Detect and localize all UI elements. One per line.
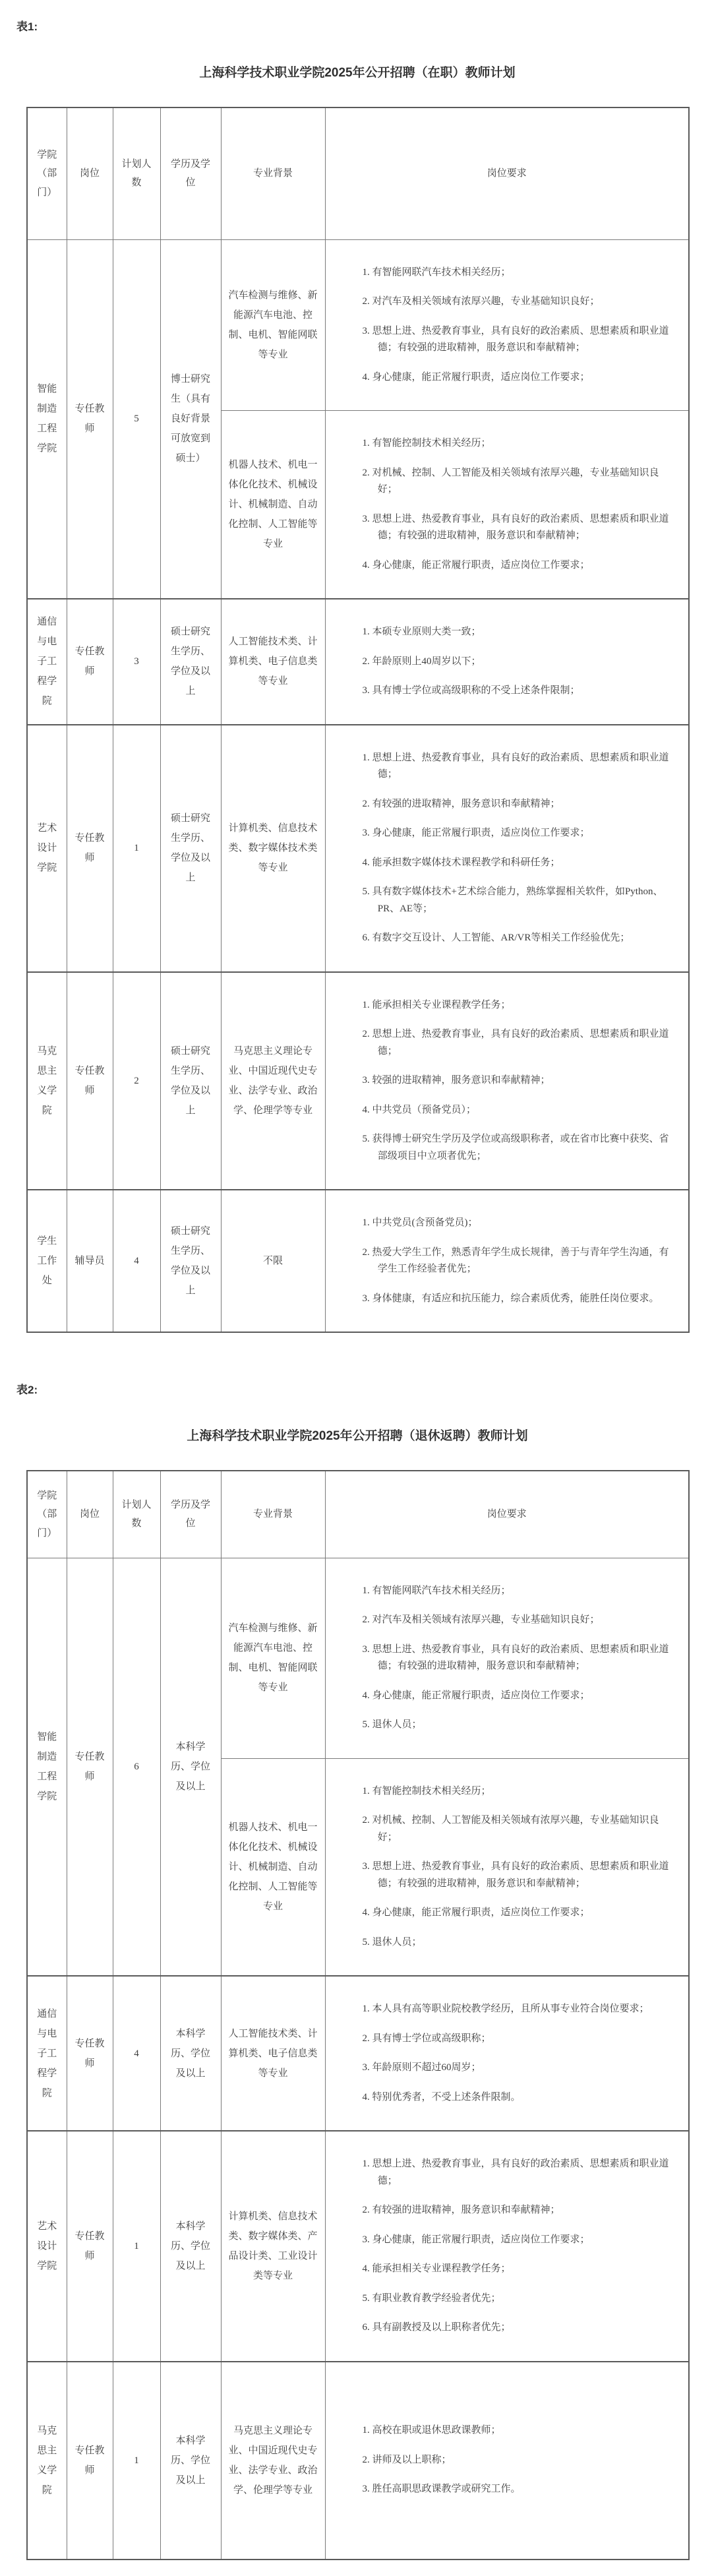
position-cell: 专任教师 — [67, 599, 113, 725]
college-cell: 艺术设计学院 — [27, 725, 67, 972]
table-body — [27, 1558, 689, 2560]
degree-cell: 本科学历、学位及以上 — [160, 2362, 221, 2560]
position-cell: 辅导员 — [67, 1190, 113, 1332]
requirement-item: 3. 具有博士学位或高级职称的不受上述条件限制； — [362, 685, 580, 696]
requirement-item: 3. 思想上进、热爱教育事业，具有良好的政治素质、思想素质和职业道德；有较强的进取精神，服务意识和奉献精神； — [362, 1643, 669, 1671]
requirement-item: 2. 对机械、控制、人工智能及相关领域有浓厚兴趣，专业基础知识良好； — [362, 467, 659, 495]
requirement-item: 1. 高校在职或退休思政课教师； — [362, 2425, 501, 2436]
requirement-item: 2. 讲师及以上职称； — [362, 2454, 452, 2465]
requirement-item: 1. 思想上进、热爱教育事业，具有良好的政治素质、思想素质和职业道德； — [362, 2159, 669, 2186]
header-position: 岗位 — [67, 107, 113, 239]
headcount-cell: 1 — [113, 2362, 160, 2560]
college-cell: 智能制造工程学院 — [27, 239, 67, 599]
position-cell: 专任教师 — [67, 1976, 113, 2131]
degree-cell: 博士研究生（具有良好背景可放宽到硕士） — [160, 239, 221, 599]
requirement-item: 3. 思想上进、热爱教育事业，具有良好的政治素质、思想素质和职业道德；有较强的进取精神，服务意识和奉献精神； — [362, 325, 669, 353]
table1-label: 表1: — [16, 20, 38, 33]
header-count: 计划人数 — [113, 1471, 160, 1558]
header-position: 岗位 — [67, 1471, 113, 1558]
requirement-item: 3. 身体健康，有适应和抗压能力，综合素质优秀，能胜任岗位要求。 — [362, 1293, 659, 1304]
header-row — [27, 1471, 689, 1558]
major-cell: 计算机类、信息技术类、数字媒体技术类等专业 — [221, 725, 325, 972]
table-row — [27, 2131, 689, 2362]
requirement-item: 1. 本硕专业原则大类一致； — [362, 627, 481, 637]
requirement-item: 1. 思想上进、热爱教育事业，具有良好的政治素质、思想素质和职业道德； — [362, 752, 669, 780]
header-college: 学院（部门） — [27, 1471, 67, 1558]
major-cell: 不限 — [221, 1190, 325, 1332]
position-cell: 专任教师 — [67, 725, 113, 972]
table-row — [27, 725, 689, 972]
requirements-cell — [325, 1758, 689, 1976]
degree-cell: 硕士研究生学历、学位及以上 — [160, 1190, 221, 1332]
requirement-item: 3. 身心健康，能正常履行职责，适应岗位工作要求； — [362, 2234, 590, 2245]
major-cell: 机器人技术、机电一体化化技术、机械设计、机械制造、自动化控制、人工智能等专业 — [221, 1758, 325, 1976]
requirement-item: 4. 中共党员（预备党员）； — [362, 1104, 477, 1115]
table-row — [27, 2362, 689, 2560]
requirement-item: 4. 特别优秀者，不受上述条件限制。 — [362, 2091, 521, 2102]
requirement-item: 3. 身心健康，能正常履行职责，适应岗位工作要求； — [362, 828, 590, 838]
position-cell: 专任教师 — [67, 2131, 113, 2362]
college-cell: 马克思主义学院 — [27, 2362, 67, 2560]
requirement-item: 2. 思想上进、热爱教育事业，具有良好的政治素质、思想素质和职业道德； — [362, 1029, 669, 1057]
requirement-item: 4. 身心健康，能正常履行职责，适应岗位工作要求； — [362, 1690, 590, 1701]
requirement-item: 2. 有较强的进取精神，服务意识和奉献精神； — [362, 798, 560, 809]
requirement-item: 6. 具有副教授及以上职称者优先； — [362, 2322, 511, 2333]
requirements-cell — [325, 972, 689, 1190]
table2-title: 上海科学技术职业学院2025年公开招聘（退休返聘）教师计划 — [187, 1429, 528, 1443]
major-cell: 机器人技术、机电一体化化技术、机械设计、机械制造、自动化控制、人工智能等专业 — [221, 411, 325, 599]
position-cell: 专任教师 — [67, 239, 113, 599]
recruitment-table-retired — [26, 1470, 690, 2560]
headcount-cell: 4 — [113, 1976, 160, 2131]
headcount-cell: 6 — [113, 1558, 160, 1976]
header-major: 专业背景 — [221, 1471, 325, 1558]
headcount-cell: 3 — [113, 599, 160, 725]
table-row — [27, 972, 689, 1190]
major-cell: 马克思主义理论专业、中国近现代史专业、法学专业、政治学、伦理学等专业 — [221, 972, 325, 1190]
major-cell: 汽车检测与维修、新能源汽车电池、控制、电机、智能网联等专业 — [221, 1558, 325, 1758]
header-major: 专业背景 — [221, 107, 325, 239]
requirement-item: 1. 有智能控制技术相关经历； — [362, 1785, 491, 1796]
requirements-cell — [325, 2362, 689, 2560]
degree-cell: 本科学历、学位及以上 — [160, 1976, 221, 2131]
requirement-item: 2. 热爱大学生工作，熟悉青年学生成长规律，善于与青年学生沟通，有学生工作经验者优先； — [362, 1246, 669, 1274]
major-cell: 汽车检测与维修、新能源汽车电池、控制、电机、智能网联等专业 — [221, 239, 325, 411]
table-body — [27, 239, 689, 1332]
requirements-cell — [325, 725, 689, 972]
requirement-item: 3. 思想上进、热爱教育事业，具有良好的政治素质、思想素质和职业道德；有较强的进取精神，服务意识和奉献精神； — [362, 1861, 669, 1889]
requirement-item: 2. 对汽车及相关领域有浓厚兴趣，专业基础知识良好； — [362, 296, 600, 307]
requirement-item: 5. 获得博士研究生学历及学位或高级职称者，或在省市比赛中获奖、省部级项目中立项者优先； — [362, 1134, 669, 1161]
table-row — [27, 1976, 689, 2131]
requirement-item: 3. 较强的进取精神，服务意识和奉献精神； — [362, 1075, 550, 1086]
table-header — [27, 1471, 689, 1558]
college-cell: 马克思主义学院 — [27, 972, 67, 1190]
headcount-cell: 4 — [113, 1190, 160, 1332]
position-cell: 专任教师 — [67, 972, 113, 1190]
table-row — [27, 1190, 689, 1332]
headcount-cell: 1 — [113, 725, 160, 972]
header-degree: 学历及学位 — [160, 107, 221, 239]
requirement-item: 2. 年龄原则上40周岁以下； — [362, 656, 481, 667]
spacer — [0, 1333, 712, 1374]
requirement-item: 3. 年龄原则不超过60周岁； — [362, 2062, 481, 2073]
header-requirements: 岗位要求 — [325, 107, 689, 239]
college-cell: 智能制造工程学院 — [27, 1558, 67, 1976]
position-cell: 专任教师 — [67, 1558, 113, 1976]
requirement-item: 1. 中共党员(含预备党员)； — [362, 1217, 478, 1228]
requirement-item: 2. 有较强的进取精神，服务意识和奉献精神； — [362, 2205, 560, 2215]
requirement-item: 4. 身心健康，能正常履行职责，适应岗位工作要求； — [362, 559, 590, 570]
requirement-item: 5. 退休人员； — [362, 1936, 422, 1947]
requirement-item: 2. 对机械、控制、人工智能及相关领域有浓厚兴趣，专业基础知识良好； — [362, 1815, 659, 1843]
requirement-item: 1. 有智能控制技术相关经历； — [362, 438, 491, 448]
header-degree: 学历及学位 — [160, 1471, 221, 1558]
requirement-item: 1. 有智能网联汽车技术相关经历； — [362, 1585, 511, 1596]
requirement-item: 2. 对汽车及相关领域有浓厚兴趣，专业基础知识良好； — [362, 1614, 600, 1625]
college-cell: 通信与电子工程学院 — [27, 1976, 67, 2131]
requirement-item: 5. 退休人员； — [362, 1719, 422, 1730]
table-row — [27, 239, 689, 411]
requirement-item: 4. 能承担相关专业课程教学任务； — [362, 2263, 511, 2274]
college-cell: 艺术设计学院 — [27, 2131, 67, 2362]
requirements-cell — [325, 1190, 689, 1332]
requirement-item: 2. 具有博士学位或高级职称； — [362, 2033, 491, 2044]
degree-cell: 硕士研究生学历、学位及以上 — [160, 599, 221, 725]
requirement-item: 5. 具有数字媒体技术+艺术综合能力，熟练掌握相关软件，如Python、PR、AE等； — [362, 886, 663, 914]
table1-title: 上海科学技术职业学院2025年公开招聘（在职）教师计划 — [199, 66, 516, 80]
college-cell: 学生工作处 — [27, 1190, 67, 1332]
header-requirements: 岗位要求 — [325, 1471, 689, 1558]
table2-label: 表2: — [16, 1384, 38, 1396]
header-count: 计划人数 — [113, 107, 160, 239]
requirement-item: 3. 胜任高职思政课教学或研究工作。 — [362, 2484, 521, 2495]
requirements-cell — [325, 1558, 689, 1758]
degree-cell: 本科学历、学位及以上 — [160, 2131, 221, 2362]
degree-cell: 硕士研究生学历、学位及以上 — [160, 972, 221, 1190]
major-cell: 马克思主义理论专业、中国近现代史专业、法学专业、政治学、伦理学等专业 — [221, 2362, 325, 2560]
college-cell: 通信与电子工程学院 — [27, 599, 67, 725]
requirements-cell — [325, 411, 689, 599]
requirements-cell — [325, 239, 689, 411]
requirement-item: 4. 身心健康，能正常履行职责，适应岗位工作要求； — [362, 1907, 590, 1918]
major-cell: 人工智能技术类、计算机类、电子信息类等专业 — [221, 599, 325, 725]
headcount-cell: 1 — [113, 2131, 160, 2362]
table-row — [27, 599, 689, 725]
major-cell: 人工智能技术类、计算机类、电子信息类等专业 — [221, 1976, 325, 2131]
table-row — [27, 1558, 689, 1758]
recruitment-table-active — [26, 107, 690, 1333]
requirements-cell — [325, 599, 689, 725]
major-cell: 计算机类、信息技术类、数字媒体类、产品设计类、工业设计类等专业 — [221, 2131, 325, 2362]
requirement-item: 1. 能承担相关专业课程教学任务； — [362, 999, 511, 1010]
requirement-item: 5. 有职业教育教学经验者优先； — [362, 2292, 501, 2304]
position-cell: 专任教师 — [67, 2362, 113, 2560]
header-college: 学院（部门） — [27, 107, 67, 239]
requirement-item: 4. 身心健康，能正常履行职责，适应岗位工作要求； — [362, 371, 590, 383]
table-header — [27, 107, 689, 239]
headcount-cell: 5 — [113, 239, 160, 599]
requirement-item: 3. 思想上进、热爱教育事业，具有良好的政治素质、思想素质和职业道德；有较强的进取精神，服务意识和奉献精神； — [362, 513, 669, 541]
requirements-cell — [325, 1976, 689, 2131]
degree-cell: 硕士研究生学历、学位及以上 — [160, 725, 221, 972]
requirements-cell — [325, 2131, 689, 2362]
requirement-item: 4. 能承担数字媒体技术课程教学和科研任务； — [362, 857, 560, 868]
headcount-cell: 2 — [113, 972, 160, 1190]
requirement-item: 1. 本人具有高等职业院校教学经历，且所从事专业符合岗位要求； — [362, 2004, 649, 2014]
header-row — [27, 107, 689, 239]
requirement-item: 1. 有智能网联汽车技术相关经历； — [362, 266, 511, 278]
requirement-item: 6. 有数字交互设计、人工智能、AR/VR等相关工作经验优先； — [362, 933, 630, 943]
degree-cell: 本科学历、学位及以上 — [160, 1558, 221, 1976]
